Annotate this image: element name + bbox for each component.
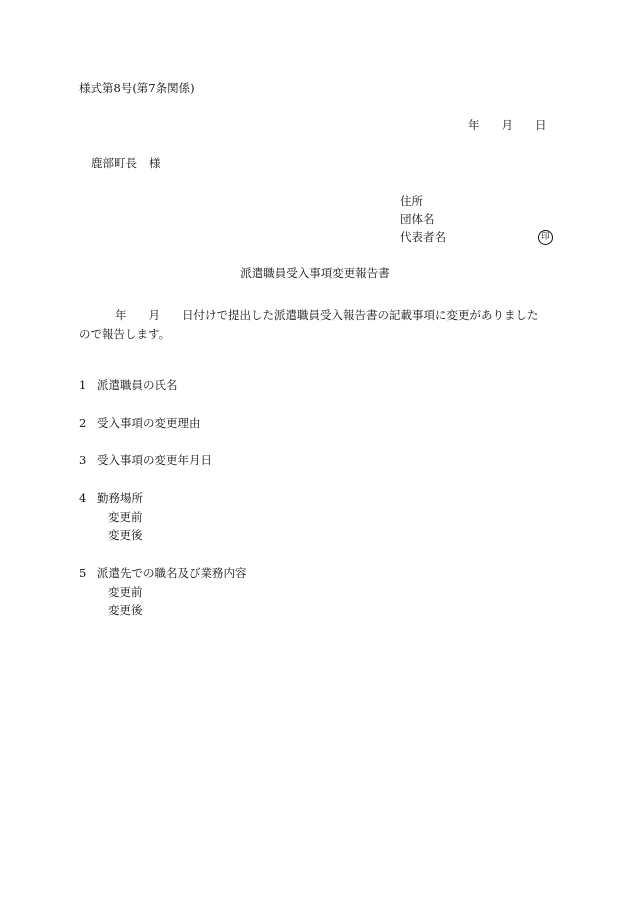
addressee: [91, 158, 161, 170]
item-label: 勤務場所: [97, 491, 143, 505]
job-title-after: 変更後: [108, 603, 143, 617]
item-employee-name: [79, 380, 178, 392]
item-number: 5: [79, 566, 87, 580]
item-job-title-duties: [79, 568, 247, 580]
body-month: 月: [148, 308, 160, 322]
addressee-honorific: 様: [149, 156, 161, 170]
sender-organization-label: 団体名: [400, 212, 435, 226]
item-label: 受入事項の変更理由: [97, 416, 201, 430]
item-number: 1: [79, 378, 87, 392]
item-work-location: [79, 493, 143, 505]
item-number: 4: [79, 491, 87, 505]
item-change-date: [79, 455, 212, 467]
item-label: 派遣職員の氏名: [97, 378, 178, 392]
item-number: 2: [79, 416, 87, 430]
form-number: 様式第8号(第7条関係): [79, 81, 195, 95]
date-month: 月: [501, 118, 513, 132]
work-location-before: 変更前: [108, 510, 143, 524]
date-year: 年: [468, 118, 480, 132]
sender-address-label: 住所: [400, 194, 423, 208]
body-line-2: ので報告します。: [79, 327, 171, 341]
body-year: 年: [115, 308, 127, 322]
sender-representative-label: 代表者名: [400, 230, 446, 244]
addressee-name: 鹿部町長: [91, 156, 137, 170]
sender-block: [400, 195, 446, 249]
body-paragraph: [79, 306, 554, 344]
body-line1-text: 日付けで提出した派遣職員受入報告書の記載事項に変更がありました: [182, 308, 539, 322]
work-location-after: 変更後: [108, 528, 143, 542]
date-line: [468, 120, 547, 132]
item-change-reason: [79, 418, 201, 430]
item-number: 3: [79, 453, 87, 467]
item-label: 派遣先での職名及び業務内容: [97, 566, 247, 580]
body-line-1: [79, 306, 554, 325]
seal-mark: 印: [538, 230, 553, 245]
document-title: 派遣職員受入事項変更報告書: [240, 266, 390, 280]
item-label: 受入事項の変更年月日: [97, 453, 212, 467]
job-title-before: 変更前: [108, 585, 143, 599]
date-day: 日: [535, 118, 547, 132]
